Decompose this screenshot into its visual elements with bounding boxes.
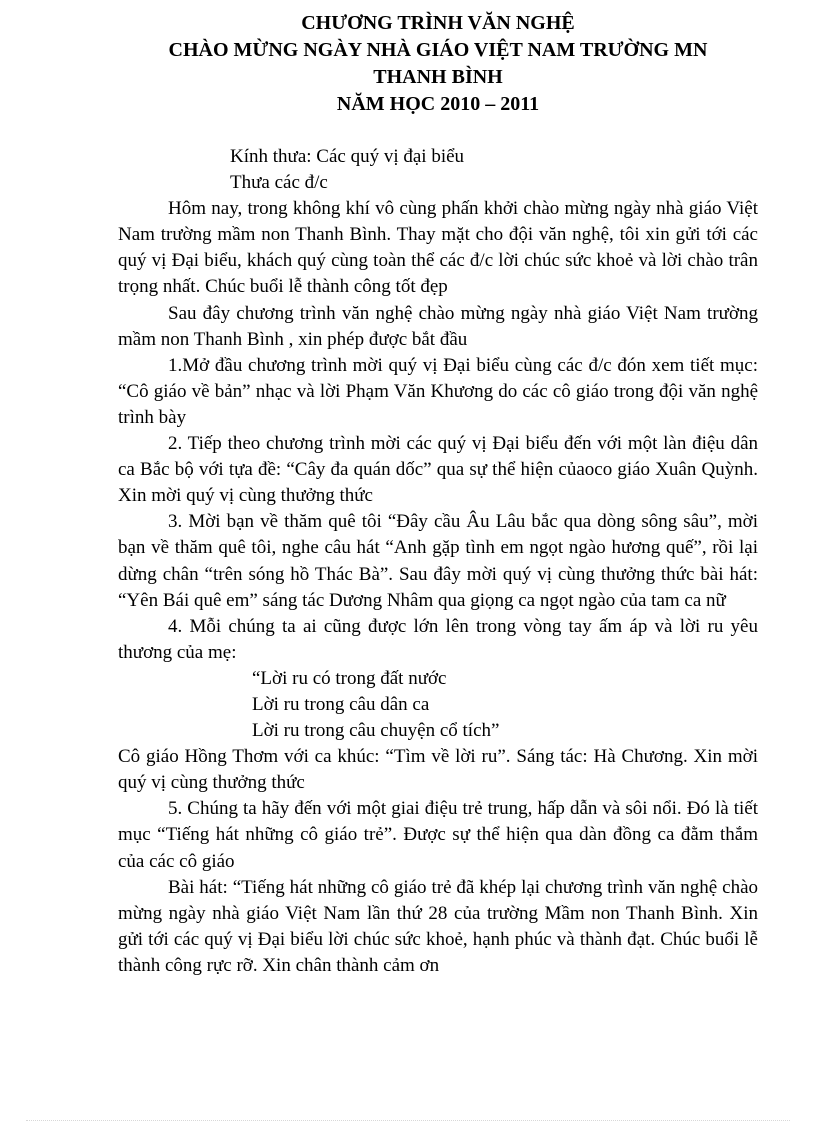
verse-line-2: Lời ru trong câu dân ca [252,693,430,715]
title-line-4: NĂM HỌC 2010 – 2011 [336,93,540,115]
program-item-4-performer: Cô giáo Hồng Thơm với ca khúc: “Tìm về lời ru”. Sáng tác: Hà Chương. Xin mời quý vị cùng thưởng thức [118,746,758,794]
document-body [118,144,758,979]
intro-paragraph: Hôm nay, trong không khí vô cùng phấn khởi chào mừng ngày nhà giáo Việt Nam trường mầm non Thanh Bình. Thay mặt cho đội văn nghệ, tôi xin gửi tới các quý vị Đại biểu, khách quý cùng toàn thể các đ/c lời chúc sức khoẻ và lời chào trân trọng nhất. Chúc buổi lễ thành công tốt đẹp [118,198,758,298]
greeting-line-2: Thưa các đ/c [230,172,328,194]
program-item-4: 4. Mỗi chúng ta ai cũng được lớn lên trong vòng tay ấm áp và lời ru yêu thương của mẹ: [118,615,758,663]
title-line-2: CHÀO MỪNG NGÀY NHÀ GIÁO VIỆT NAM TRƯỜNG MN [168,39,708,61]
verse-line-3: Lời ru trong câu chuyện cổ tích” [252,720,500,742]
program-item-5: 5. Chúng ta hãy đến với một giai điệu trẻ trung, hấp dẫn và sôi nổi. Đó là tiết mục “Tiếng hát những cô giáo trẻ”. Được sự thể hiện qua dàn đồng ca đằm thắm của các cô giáo [118,798,758,872]
title-line-1: CHƯƠNG TRÌNH VĂN NGHỆ [301,12,575,34]
program-item-1: 1.Mở đầu chương trình mời quý vị Đại biểu cùng các đ/c đón xem tiết mục: “Cô giáo về bản” nhạc và lời Phạm Văn Khương do các cô giáo trong đội văn nghệ trình bày [118,354,758,428]
greeting-line-1: Kính thưa: Các quý vị đại biểu [230,146,465,167]
title-line-3: THANH BÌNH [373,66,503,88]
program-item-2: 2. Tiếp theo chương trình mời các quý vị Đại biểu đến với một làn điệu dân ca Bắc bộ với tựa đề: “Cây đa quán dốc” qua sự thể hiện củaoco giáo Xuân Quỳnh. Xin mời quý vị cùng thưởng thức [118,433,758,507]
opening-paragraph: Sau đây chương trình văn nghệ chào mừng ngày nhà giáo Việt Nam trường mầm non Thanh Bình , xin phép được bắt đầu [118,302,758,350]
page-bottom-divider [26,1120,790,1121]
verse-line-1: “Lời ru có trong đất nước [252,667,447,689]
program-item-3: 3. Mời bạn về thăm quê tôi “Đây cầu Âu Lâu bắc qua dòng sông sâu”, mời bạn về thăm quê tôi, nghe câu hát “Anh gặp tình em ngọt ngào hương quế”, rồi lại dừng chân “trên sóng hồ Thác Bà”. Sau đây mời quý vị cùng thưởng thức bài hát: “Yên Bái quê em” sáng tác Dương Nhâm qua giọng ca ngọt ngào của tam ca nữ [118,511,758,611]
document-title [100,10,776,118]
closing-paragraph: Bài hát: “Tiếng hát những cô giáo trẻ đã khép lại chương trình văn nghệ chào mừng ngày nhà giáo Việt Nam lần thứ 28 của trường Mầm non Thanh Bình. Xin gửi tới các quý vị Đại biểu lời chúc sức khoẻ, hạnh phúc và thành đạt. Chúc buổi lễ thành công rực rỡ. Xin chân thành cảm ơn [118,876,758,976]
